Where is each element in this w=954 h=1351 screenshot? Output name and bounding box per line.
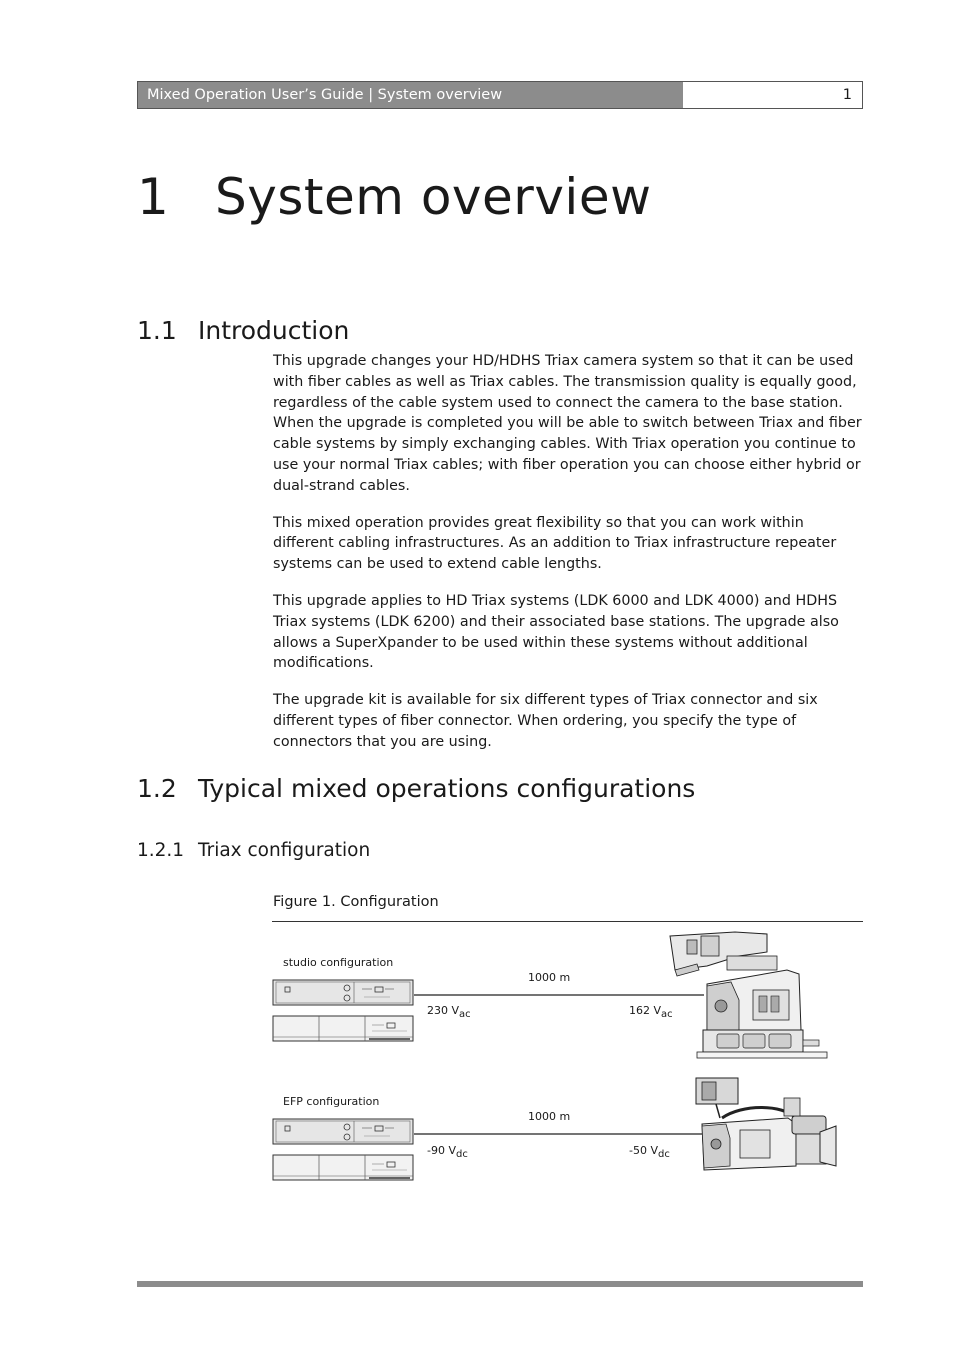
subsection-number: 1.2.1	[137, 840, 185, 861]
studio-camera-voltage: 162 $V_{ac}$	[629, 1004, 673, 1020]
efp-camera-voltage: -50 $V_{dc}$	[629, 1144, 670, 1160]
subsection-heading-triax	[137, 840, 370, 861]
efp-distance: 1000 m	[528, 1110, 571, 1123]
chapter-title: System overview	[215, 168, 652, 226]
studio-triax-cable	[414, 994, 704, 998]
studio-base-station	[272, 979, 414, 1043]
studio-config-label: studio configuration	[283, 956, 394, 969]
section-heading-configurations	[137, 774, 695, 803]
header-title: Mixed Operation User’s Guide | System overview	[138, 82, 683, 108]
paragraph: This mixed operation provides great flexibility so that you can work within different cabling infrastructures. As an addition to Triax infrastructure repeater systems can be used to extend cable lengths.	[273, 514, 837, 573]
chapter-number: 1	[137, 168, 170, 226]
efp-base-voltage: -90 $V_{dc}$	[427, 1144, 468, 1160]
section-title: Typical mixed operations configurations	[198, 774, 696, 803]
running-header	[137, 81, 863, 109]
efp-camera	[692, 1074, 838, 1174]
efp-config-label: EFP configuration	[283, 1095, 380, 1108]
studio-distance: 1000 m	[528, 971, 571, 984]
efp-triax-cable	[414, 1133, 704, 1137]
figure-caption: Figure 1. Configuration	[273, 894, 439, 910]
efp-base-station	[272, 1118, 414, 1182]
chapter-heading	[137, 168, 651, 226]
section-title: Introduction	[198, 316, 350, 345]
page-number: 1	[842, 87, 852, 103]
section-heading-introduction	[137, 316, 349, 345]
section-number: 1.1	[137, 316, 177, 345]
subsection-title: Triax configuration	[198, 840, 371, 861]
footer-rule	[137, 1281, 863, 1287]
paragraph: The upgrade kit is available for six different types of Triax connector and six different types of fiber connector. When ordering, you specify the type of connectors that you are using.	[273, 692, 818, 750]
studio-base-voltage: 230 $V_{ac}$	[427, 1004, 471, 1020]
section-number: 1.2	[137, 774, 177, 803]
figure-rule	[272, 921, 863, 922]
paragraph: This upgrade applies to HD Triax systems (LDK 6000 and LDK 4000) and HDHS Triax systems (LDK 6200) and their associated base stations. The upgrade also allows a SuperXpander to be used within these systems without additional modifications.	[273, 592, 839, 672]
introduction-body	[273, 351, 868, 769]
studio-camera	[667, 930, 829, 1062]
paragraph: This upgrade changes your HD/HDHS Triax camera system so that it can be used with fiber cables as well as Triax cables. The transmission quality is equally good, regardless of the cable system used to connect the camera to the base station. When the upgrade is completed you will be able to switch between Triax and fiber cable systems by simply exchanging cables. With Triax operation you continue to use your normal Triax cables; with fiber operation you can choose either hybrid or dual-strand cables.	[273, 353, 862, 494]
